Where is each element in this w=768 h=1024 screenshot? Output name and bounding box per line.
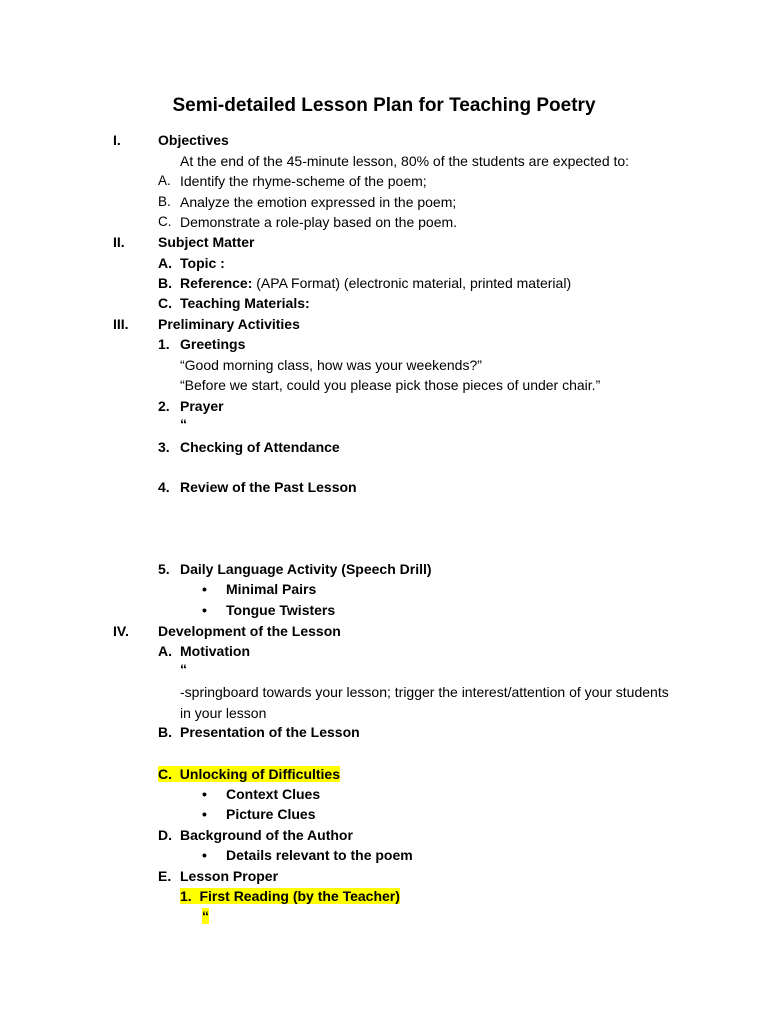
first-reading-quote xyxy=(202,906,209,926)
list-marker: D. xyxy=(158,827,172,843)
first-reading-label: First Reading (by the Teacher) xyxy=(199,888,400,904)
bullet-text: Tongue Twisters xyxy=(226,602,336,618)
list-marker: 3. xyxy=(158,439,170,455)
list-marker: A. xyxy=(158,643,172,659)
bullet-text: Details relevant to the poem xyxy=(226,847,413,863)
list-text: Identify the rhyme-scheme of the poem; xyxy=(180,173,427,189)
list-marker: B. xyxy=(158,275,172,291)
greetings-line: “Good morning class, how was your weekends?” xyxy=(180,357,482,373)
attendance-label: Checking of Attendance xyxy=(180,439,340,455)
bullet-text: Context Clues xyxy=(226,786,321,802)
list-marker: C. xyxy=(158,766,172,782)
section-numeral: I. xyxy=(113,132,121,148)
list-marker: E. xyxy=(158,868,172,884)
unlocking-label: Unlocking of Difficulties xyxy=(179,766,341,782)
motivation-note: -springboard towards your lesson; trigger the interest/attention of your students xyxy=(180,684,669,700)
section-heading: Development of the Lesson xyxy=(158,623,341,639)
list-text: Demonstrate a role-play based on the poem. xyxy=(180,214,458,230)
highlighted-text xyxy=(180,888,400,904)
list-marker: 5. xyxy=(158,561,170,577)
list-marker: B. xyxy=(158,724,172,740)
list-text: Analyze the emotion expressed in the poem; xyxy=(180,194,457,210)
list-marker: 4. xyxy=(158,479,170,495)
review-label: Review of the Past Lesson xyxy=(180,479,357,495)
list-marker: 1. xyxy=(180,888,192,904)
lesson-proper-label: Lesson Proper xyxy=(180,868,279,884)
topic-label: Topic : xyxy=(180,255,225,271)
motivation-label: Motivation xyxy=(180,643,250,659)
list-marker: 1. xyxy=(158,336,170,352)
section-numeral: III. xyxy=(113,316,129,332)
reference-text: (APA Format) (electronic material, printed material) xyxy=(252,275,572,291)
list-marker: C. xyxy=(158,214,172,229)
presentation-label: Presentation of the Lesson xyxy=(180,724,360,740)
unlocking-heading xyxy=(158,764,340,784)
section-heading: Subject Matter xyxy=(158,234,255,250)
objectives-intro: At the end of the 45-minute lesson, 80% of the students are expected to: xyxy=(180,153,630,169)
bullet-text: Minimal Pairs xyxy=(226,581,317,597)
materials-label: Teaching Materials: xyxy=(180,295,310,311)
page-title: Semi-detailed Lesson Plan for Teaching Poetry xyxy=(172,95,596,116)
section-heading: Objectives xyxy=(158,132,229,148)
bullet-glyph: • xyxy=(202,847,207,863)
first-reading-heading xyxy=(180,886,400,906)
greetings-label: Greetings xyxy=(180,336,246,352)
reference-label: Reference: xyxy=(180,275,253,291)
drill-label: Daily Language Activity (Speech Drill) xyxy=(180,561,432,577)
list-marker: C. xyxy=(158,295,172,311)
prayer-quote: “ xyxy=(180,416,187,432)
motivation-note: in your lesson xyxy=(180,705,267,721)
section-heading: Preliminary Activities xyxy=(158,316,300,332)
greetings-line: “Before we start, could you please pick those pieces of under chair.” xyxy=(180,377,601,393)
bullet-text: Picture Clues xyxy=(226,806,316,822)
prayer-label: Prayer xyxy=(180,398,224,414)
list-marker: A. xyxy=(158,173,171,188)
list-marker: A. xyxy=(158,255,172,271)
bullet-glyph: • xyxy=(202,806,207,822)
list-marker: B. xyxy=(158,194,171,209)
section-numeral: II. xyxy=(113,234,125,250)
bullet-glyph: • xyxy=(202,602,207,618)
motivation-quote: “ xyxy=(180,661,187,677)
background-label: Background of the Author xyxy=(180,827,353,843)
highlighted-text xyxy=(158,766,340,782)
section-numeral: IV. xyxy=(113,623,129,639)
bullet-glyph: • xyxy=(202,786,207,802)
highlighted-text: “ xyxy=(202,908,209,924)
list-marker: 2. xyxy=(158,398,170,414)
bullet-glyph: • xyxy=(202,581,207,597)
